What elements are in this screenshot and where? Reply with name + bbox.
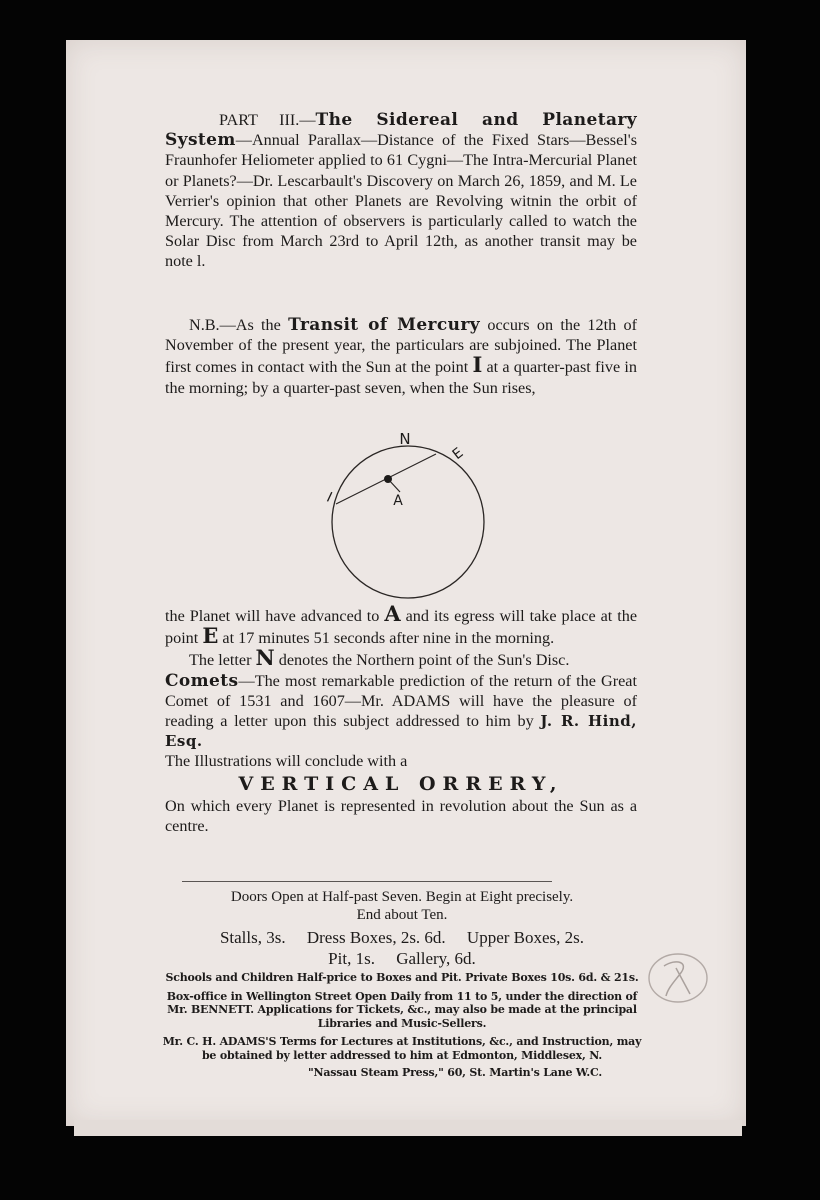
boxoffice-line: Box-office in Wellington Street Open Daily from 11 to 5, under the direction of Mr. BENNETT. Applications for Tickets, &c., may also be made at the principal Libraries and Music-Sellers.: [166, 989, 638, 1030]
part3-lead: PART III.—: [219, 111, 316, 129]
nb-paragraph: [165, 315, 637, 398]
illustrations-line: The Illustrations will conclude with a: [165, 752, 408, 771]
label-n: N: [399, 430, 411, 448]
label-e: E: [449, 444, 467, 464]
letter-n: N: [255, 645, 275, 671]
nb-lead: N.B.—As the: [189, 316, 289, 334]
part3-paragraph: [165, 110, 637, 272]
nb-body-1: occurs on the 12th of November of the present year, the particulars are subjoined. The Planet first comes in contact with the Sun at the point: [165, 316, 637, 377]
part3-body: —Annual Parallax—Distance of the Fixed Stars—Bessel's Fraunhofer Heliometer applied to 61 Cygni—The Intra-Mercurial Planet or Planets?—Dr. Lescarbault's Discovery on March 26, 1859, and M. Le Verrier's opinion that other Planets are Revolving witnin the orbit of Mercury. The attention of observers is particularly called to watch the Solar Disc from March 23rd to April 12th, as another transit may be note l.: [165, 131, 637, 271]
divider-rule: [182, 881, 552, 882]
transit-diagram: [318, 424, 498, 604]
hind-name: J. R. Hind, Esq.: [165, 712, 637, 751]
doors-line: Doors Open at Half-past Seven. Begin at Eight precisely.: [230, 889, 574, 905]
page-edge: [74, 1120, 742, 1136]
end-line: End about Ten.: [356, 907, 448, 923]
pencil-annotation: [646, 948, 710, 1008]
north-2: denotes the Northern point of the Sun's Disc.: [274, 651, 570, 670]
comets-body: —The most remarkable prediction of the return of the Great Comet of 1531 and 1607—Mr. ADAMS will have the pleasure of reading a letter upon this subject addressed to him by: [165, 671, 637, 731]
press-line: "Nassau Steam Press," 60, St. Martin's Lane W.C.: [307, 1066, 602, 1079]
mercury-dot: [384, 475, 392, 483]
letter-e: E: [202, 623, 219, 649]
nb-body-2: at a quarter-past five in the morning; by a quarter-past seven, when the Sun rises,: [165, 358, 637, 397]
letter-i: I: [472, 352, 483, 378]
after-1: the Planet will have advanced to: [165, 607, 385, 625]
part3-title: The Sidereal and Planetary System: [165, 110, 638, 151]
orrery-body: On which every Planet is represented in revolution about the Sun as a centre.: [165, 796, 637, 836]
footer: [160, 888, 644, 1080]
after-diagram-paragraph: [165, 601, 638, 836]
orrery-title: VERTICAL ORRERY,: [238, 772, 564, 795]
schools-line: Schools and Children Half-price to Boxes and Pit. Private Boxes 10s. 6d. & 21s.: [165, 971, 639, 984]
after-3: at 17 minutes 51 seconds after nine in the morning.: [218, 629, 555, 648]
terms-line: Mr. C. H. ADAMS'S Terms for Lectures at Institutions, &c., and Instruction, may be obtained by letter addressed to him at Edmonton, Middlesex, N.: [162, 1035, 642, 1062]
label-i: I: [323, 489, 335, 506]
letter-a: A: [384, 601, 401, 626]
after-2: and its egress will take place at the point: [165, 607, 638, 648]
comets-title: Comets: [165, 670, 239, 691]
prices-line-2: Pit, 1s. Gallery, 6d.: [328, 949, 476, 968]
sun-disc: [332, 446, 484, 598]
nb-title: Transit of Mercury: [288, 315, 481, 335]
prices-line-1: Stalls, 3s. Dress Boxes, 2s. 6d. Upper Boxes, 2s.: [219, 928, 585, 947]
north-1: The letter: [189, 651, 256, 670]
label-a: A: [393, 493, 403, 509]
